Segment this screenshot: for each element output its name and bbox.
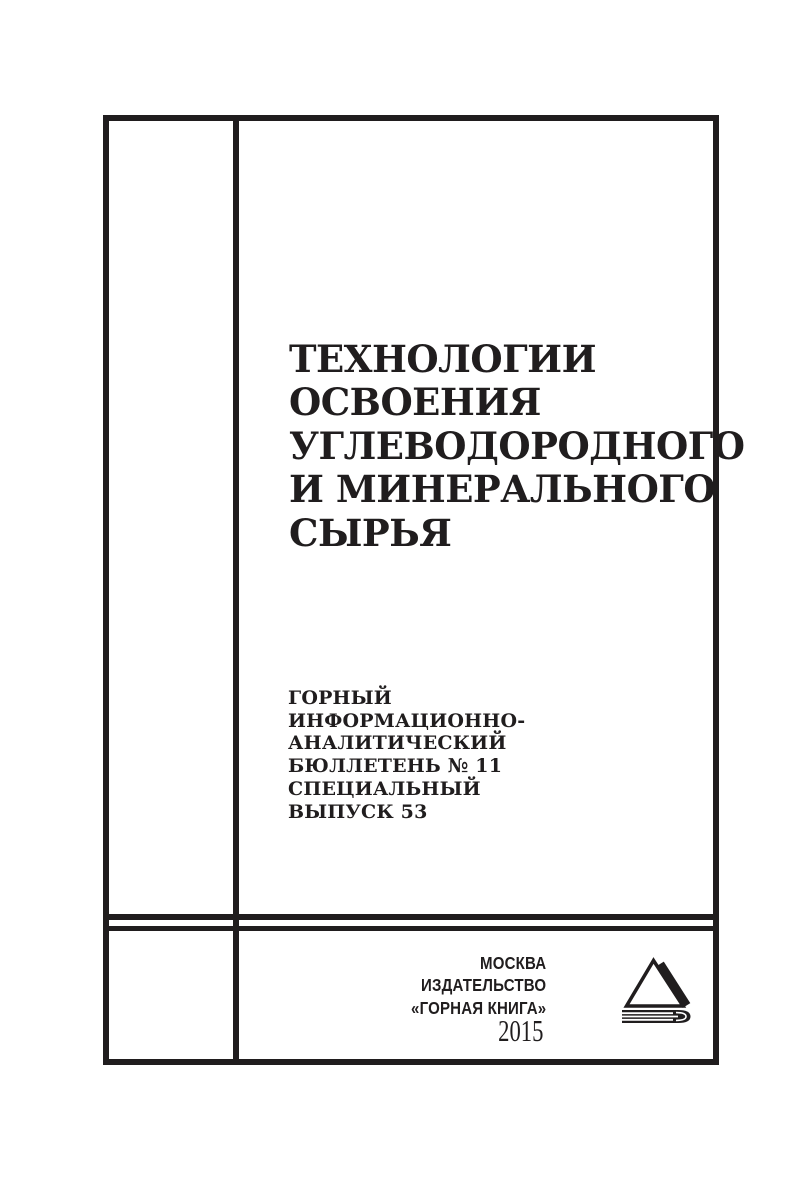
series-line: СПЕЦИАЛЬНЫЙ — [288, 777, 481, 800]
cover-frame-border — [103, 115, 719, 1065]
title-line: ОСВОЕНИЯ — [289, 380, 541, 425]
double-rule-bottom — [103, 926, 719, 931]
imprint-year: 2015 — [497, 1013, 544, 1049]
series-line: ИНФОРМАЦИОННО- — [288, 709, 526, 732]
publisher-logo-icon — [620, 956, 694, 1026]
title-line: И МИНЕРАЛЬНОГО — [289, 467, 716, 512]
series-line: АНАЛИТИЧЕСКИЙ — [288, 732, 507, 755]
imprint-block — [389, 952, 546, 1047]
title-line: СЫРЬЯ — [289, 510, 452, 555]
book-title — [289, 338, 745, 555]
series-line: БЮЛЛЕТЕНЬ № 11 — [288, 755, 503, 778]
imprint-city: МОСКВА — [479, 953, 546, 973]
series-line: ГОРНЫЙ — [288, 687, 392, 709]
imprint-publisher-name: «ГОРНАЯ КНИГА» — [410, 997, 546, 1018]
imprint-publisher-label: ИЗДАТЕЛЬСТВО — [420, 975, 546, 996]
title-line: УГЛЕВОДОРОДНОГО — [289, 423, 745, 468]
double-rule-top — [103, 914, 719, 920]
vertical-rule — [233, 115, 239, 1065]
series-line: ВЫПУСК 53 — [288, 800, 428, 823]
title-line: ТЕХНОЛОГИИ — [289, 337, 597, 381]
series-info — [288, 687, 525, 823]
